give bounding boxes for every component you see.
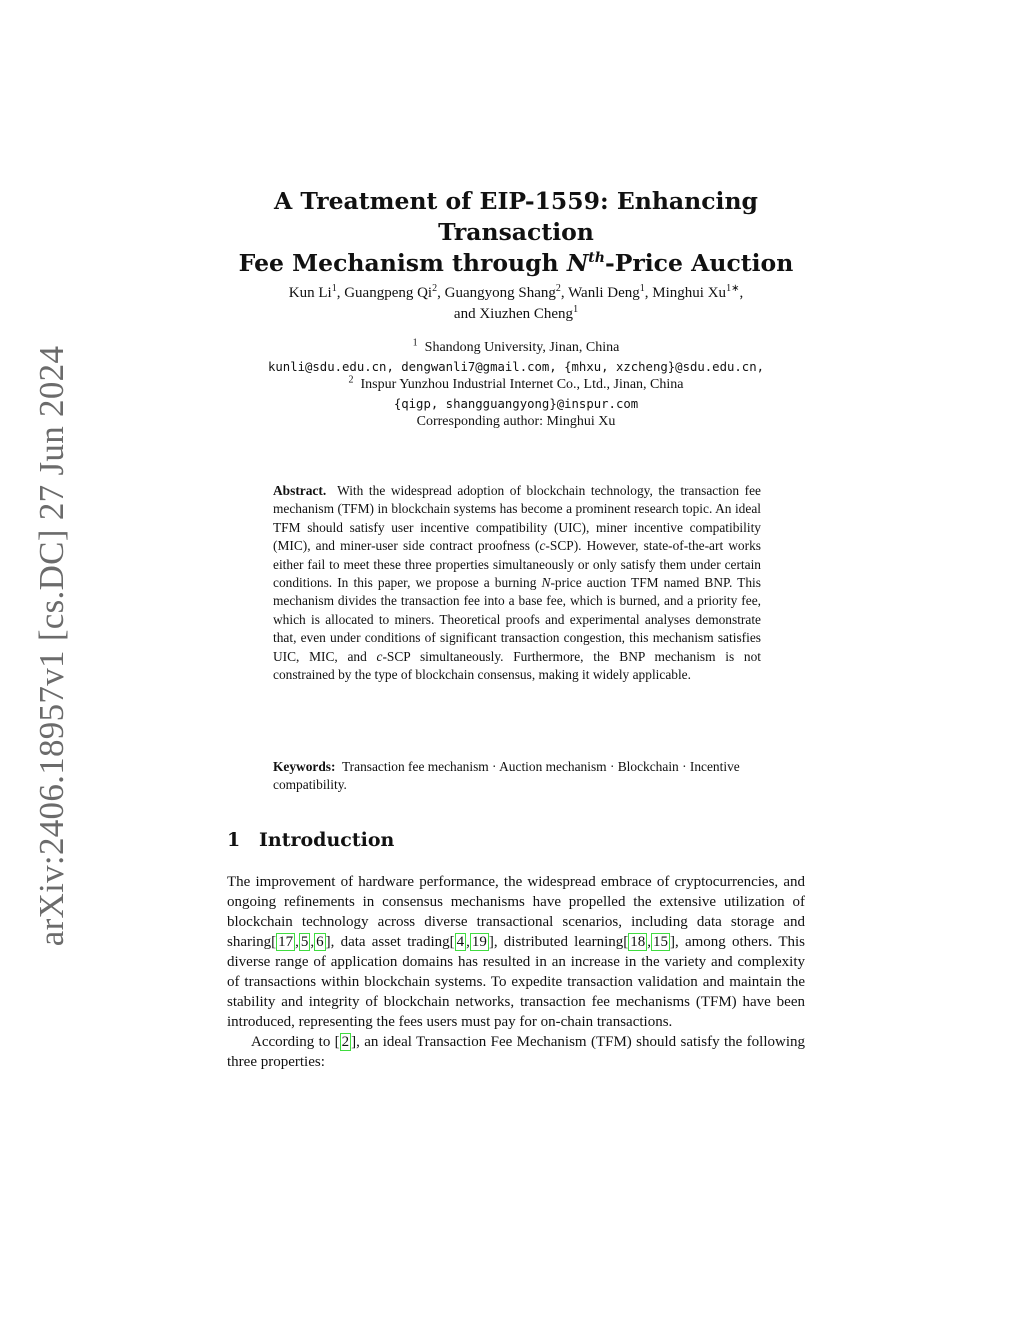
title-line-2-pre: Fee Mechanism through — [238, 249, 567, 277]
author — [445, 285, 568, 301]
author — [652, 285, 743, 301]
author-name: Guangpeng Qi — [344, 285, 433, 301]
paragraph-text: According to [ — [251, 1034, 340, 1050]
title-superscript: th — [588, 250, 605, 267]
paragraph — [227, 1032, 805, 1072]
paragraph-text: ], among others. This diverse range of application domains has resulted in an increase in the variety and complexity of transactions within blockchain systems. To expedite transaction validation and maintain the stability and integrity of blockchain networks, transaction fee mechanisms (TFM) have been introduced, representing the fees users must pay for on-chain transactions. — [227, 934, 806, 1030]
section-title: Introduction — [259, 829, 395, 851]
math-symbol: c — [539, 538, 546, 554]
abstract-text: -SCP). However, state-of-the-art works either fail to meet these three properties simultaneously or only satisfy them under certain conditions. In this paper, we propose a burning — [273, 538, 761, 591]
author-name: Wanli Deng — [568, 285, 640, 301]
author — [568, 285, 652, 301]
citation-link[interactable]: 5 — [300, 934, 309, 950]
author — [289, 285, 344, 301]
title-line-2-post: -Price Auction — [604, 249, 794, 277]
abstract-text: -SCP simultaneously. Furthermore, the BNP mechanism is not constrained by the type of blockchain consensus, making it widely applicable. — [273, 648, 761, 683]
author — [454, 306, 578, 322]
paragraph-text: ], distributed learning[ — [488, 934, 629, 950]
keywords-label: Keywords: — [273, 759, 336, 774]
title-line-1: A Treatment of EIP-1559: Enhancing Transaction — [274, 187, 758, 246]
author-name: Guangyong Shang — [444, 285, 556, 301]
author-affil-sup: 2 — [555, 283, 561, 294]
paragraph-text: ], an ideal Transaction Fee Mechanism (TFM) should satisfy the following three properties: — [227, 1034, 805, 1070]
arxiv-identifier-stamp: arXiv:2406.18957v1 [cs.DC] 27 Jun 2024 — [32, 345, 71, 947]
author-affil-sup: 2 — [432, 283, 438, 294]
title-line-2 — [227, 248, 805, 279]
section-heading — [227, 829, 394, 851]
affiliation-name: Inspur Yunzhou Industrial Internet Co., Ltd., Jinan, China — [360, 377, 684, 392]
affiliation-sup: 2 — [348, 374, 354, 386]
citation-link[interactable]: 2 — [341, 1034, 350, 1050]
citation-link[interactable]: 15 — [653, 934, 669, 950]
keywords — [273, 758, 769, 795]
citation-link[interactable]: 4 — [456, 934, 465, 950]
abstract-text: -price auction TFM named BNP. This mechanism divides the transaction fee into a base fee, which is burned, and a priority fee, which is allocated to miners. Theoretical proofs and experimental analyses demonstrate that, even under conditions of significant transaction congestion, this mechanism satisfies UIC, MIC, and — [273, 575, 761, 664]
citation-link[interactable]: 19 — [471, 934, 487, 950]
affiliations — [227, 339, 805, 432]
section-number: 1 — [227, 829, 241, 851]
affiliation-1 — [227, 339, 805, 358]
author-separator: , — [437, 285, 445, 301]
author-name: Minghui Xu — [652, 285, 727, 301]
author-name: Kun Li — [288, 285, 332, 301]
affiliation-2-emails: {qigp, shangguangyong}@inspur.com — [393, 396, 639, 411]
citation-link[interactable]: 18 — [630, 934, 646, 950]
author — [344, 285, 444, 301]
author-name: and Xiuzhen Cheng — [453, 306, 574, 322]
author-affil-sup: 1 — [573, 304, 579, 315]
paragraph-text: The improvement of hardware performance, the widespread embrace of cryptocurrencies, and ongoing refinements in consensus mechanisms have propelled the extensive utilization of blockchain technology across diverse transactional scenarios, including data storage and sharing[ — [227, 874, 805, 950]
abstract — [273, 482, 761, 684]
author-separator: , — [739, 285, 744, 301]
math-symbol: N — [541, 575, 551, 591]
affiliation-1-emails: kunli@sdu.edu.cn, dengwanli7@gmail.com, {mhxu, xzcheng}@sdu.edu.cn, — [267, 359, 765, 374]
author-affil-sup: 1 — [331, 283, 337, 294]
paper-title — [227, 186, 805, 279]
corresponding-author: Corresponding author: Minghui Xu — [416, 414, 616, 429]
abstract-text: With the widespread adoption of blockchain technology, the transaction fee mechanism (TFM) in blockchain systems has become a prominent research topic. An ideal TFM should satisfy user incentive compatibility (UIC), miner incentive compatibility (MIC), and miner-user side contract proofness ( — [273, 483, 761, 554]
affiliation-name: Shandong University, Jinan, China — [424, 340, 620, 355]
author-separator: , — [560, 285, 569, 301]
math-symbol: c — [376, 648, 383, 664]
author-list — [227, 283, 805, 325]
author-affil-sup: 1∗ — [726, 283, 740, 294]
affiliation-sup: 1 — [412, 337, 418, 349]
author-separator: , — [644, 285, 653, 301]
paragraph: The improvement of hardware performance, the widespread embrace of cryptocurrencies, and ongoing refinements in consensus mechanisms have propelled the extensive utilization of blockchain technology across diverse transactional scenarios, including data storage and sharing[ 17 , 5 , 6 ], data asset trading[ 4 , 19 ], distributed learning[ 18 , 15 ], among others. This diverse range of application domains has resulted in an increase in the variety and complexity of transactions within blockchain systems. To expedite transaction validation and maintain the stability and integrity of blockchain networks, transaction fee mechanisms (TFM) have been introduced, representing the fees users must pay for on-chain transactions. — [227, 874, 806, 1030]
citation-link[interactable]: 6 — [316, 934, 324, 950]
paragraph-text: ], data asset trading[ — [325, 934, 455, 950]
citation-link[interactable]: 17 — [278, 934, 294, 950]
author-separator: , — [336, 285, 345, 301]
affiliation-2 — [227, 376, 805, 395]
author-affil-sup: 1 — [639, 283, 645, 294]
keywords-text: Transaction fee mechanism · Auction mechanism · Blockchain · Incentive compatibility. — [273, 759, 740, 793]
title-n-symbol: N — [566, 249, 589, 277]
introduction-body — [227, 872, 805, 1072]
abstract-label: Abstract. — [273, 483, 327, 498]
